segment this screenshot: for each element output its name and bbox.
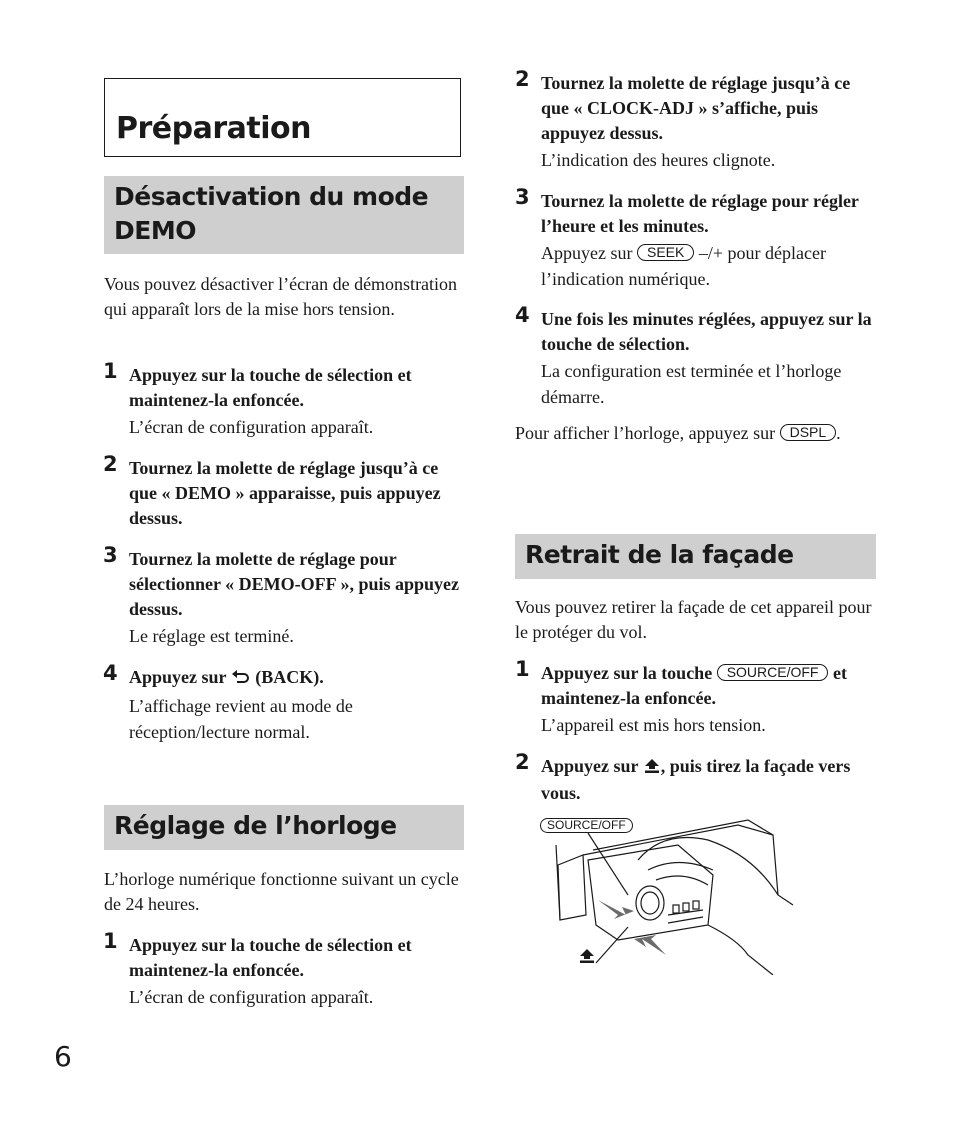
section-heading-clock: Réglage de l’horloge: [104, 805, 464, 850]
step-result-post: –/+ pour déplacer l’indication numérique.: [541, 243, 826, 289]
step-instruction-pre: Appuyez sur: [541, 756, 639, 776]
step-result: La configuration est terminée et l’horloge démarre.: [541, 361, 842, 407]
section-heading-demo: Désactivation du mode DEMO: [104, 176, 464, 254]
demo-intro: Vous pouvez désactiver l’écran de démonstration qui apparaît lors de la mise hors tension.: [104, 274, 458, 319]
clock-intro: L’horloge numérique fonctionne suivant un cycle de 24 heures.: [104, 869, 459, 914]
faceplate-step-1: [515, 657, 877, 738]
clock-step-3: [515, 185, 877, 292]
section-heading-faceplate: Retrait de la façade: [515, 534, 876, 579]
step-result: L’appareil est mis hors tension.: [541, 715, 766, 735]
step-instruction-post: (BACK).: [255, 667, 324, 687]
clock-outro-post: .: [836, 423, 841, 443]
title-box: [104, 78, 461, 157]
step-result: L’affichage revient au mode de réception/lecture normal.: [129, 696, 353, 742]
illustration-source-off-label: SOURCE/OFF: [540, 818, 633, 833]
step-instruction-pre: Appuyez sur: [129, 667, 227, 687]
demo-step-3: [103, 543, 464, 649]
step-number: 2: [515, 750, 530, 774]
step-instruction: [129, 665, 464, 692]
page-number: 6: [54, 1040, 72, 1073]
step-instruction: Appuyez sur la touche de sélection et maintenez-la enfoncée.: [129, 365, 412, 410]
release-icon: [643, 756, 661, 781]
step-result: Le réglage est terminé.: [129, 626, 294, 646]
back-arrow-icon: [231, 667, 251, 692]
step-instruction-post: et maintenez-la enfoncée.: [541, 663, 847, 708]
step-number: 4: [515, 303, 530, 327]
step-instruction: Tournez la molette de réglage jusqu’à ce que « CLOCK-ADJ » s’affiche, puis appuyez dessus.: [541, 73, 851, 143]
clock-step-1: [103, 929, 464, 1010]
clock-outro-pre: Pour afficher l’horloge, appuyez sur: [515, 423, 776, 443]
demo-step-4: [103, 661, 464, 745]
step-instruction: Une fois les minutes réglées, appuyez sur la touche de sélection.: [541, 309, 872, 354]
dspl-button-label: DSPL: [780, 424, 837, 441]
demo-step-2: [103, 452, 464, 531]
step-instruction: Appuyez sur la touche de sélection et maintenez-la enfoncée.: [129, 935, 412, 980]
step-result: L’écran de configuration apparaît.: [129, 417, 374, 437]
step-number: 2: [103, 452, 118, 476]
seek-button-label: SEEK: [637, 244, 694, 261]
clock-step-2: [515, 67, 877, 173]
step-result-pre: Appuyez sur: [541, 243, 633, 263]
step-number: 1: [515, 657, 530, 681]
step-number: 1: [103, 929, 118, 953]
step-number: 3: [103, 543, 118, 567]
faceplate-intro: Vous pouvez retirer la façade de cet appareil pour le protéger du vol.: [515, 597, 872, 642]
faceplate-removal-illustration: [538, 815, 798, 975]
step-number: 2: [515, 67, 530, 91]
step-number: 4: [103, 661, 118, 685]
source-off-button-label: SOURCE/OFF: [717, 664, 829, 681]
page-title: Préparation: [116, 111, 311, 146]
step-instruction: Tournez la molette de réglage pour sélectionner « DEMO-OFF », puis appuyez dessus.: [129, 549, 459, 619]
step-result: L’indication des heures clignote.: [541, 150, 776, 170]
step-instruction: Tournez la molette de réglage jusqu’à ce que « DEMO » apparaisse, puis appuyez dessus.: [129, 458, 441, 528]
demo-step-1: [103, 359, 464, 440]
step-instruction-post: , puis tirez la façade vers vous.: [541, 756, 851, 803]
faceplate-step-2: [515, 750, 877, 806]
step-result: L’écran de configuration apparaît.: [129, 987, 374, 1007]
step-instruction: [541, 661, 877, 711]
step-instruction: Tournez la molette de réglage pour régler l’heure et les minutes.: [541, 191, 859, 236]
step-instruction-pre: Appuyez sur la touche: [541, 663, 713, 683]
clock-step-4: [515, 303, 877, 410]
step-number: 3: [515, 185, 530, 209]
step-result: [541, 240, 877, 292]
step-number: 1: [103, 359, 118, 383]
step-instruction: [541, 754, 877, 806]
clock-outro: [515, 421, 877, 446]
